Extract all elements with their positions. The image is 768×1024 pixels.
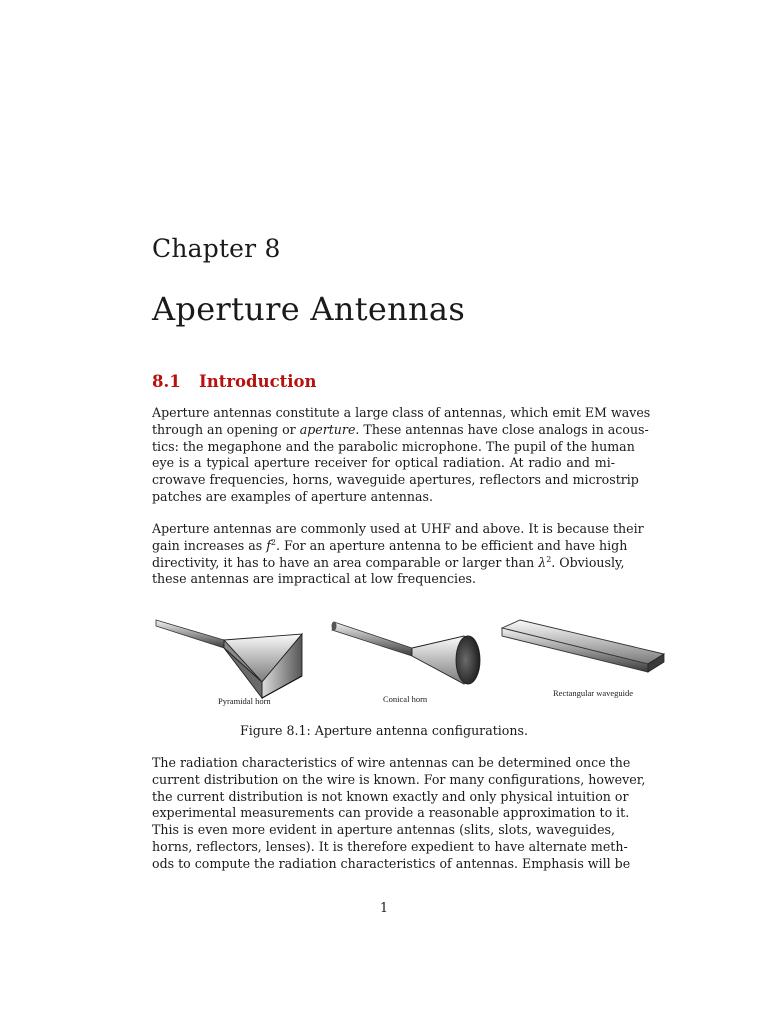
paragraph-line: horns, reflectors, lenses). It is therefore expedient to have alternate meth- xyxy=(152,838,628,854)
paragraph-line xyxy=(152,554,625,572)
paragraph-line: tics: the megaphone and the parabolic microphone. The pupil of the human xyxy=(152,438,635,454)
text-run: gain increases as xyxy=(152,537,267,553)
page-number: 1 xyxy=(379,900,388,915)
pyramidal-horn-illustration xyxy=(156,620,302,698)
paragraph-intro xyxy=(152,405,651,506)
math-f: f xyxy=(266,537,271,553)
paragraph-line: The radiation characteristics of wire antennas can be determined once the xyxy=(152,755,631,770)
text-run: . For an aperture antenna to be efficient and have high xyxy=(276,537,628,553)
chapter-label: Chapter 8 xyxy=(152,234,281,263)
label-pyramidal-horn: Pyramidal horn xyxy=(218,696,271,706)
paragraph-radiation xyxy=(152,755,646,873)
figure-aperture-configurations xyxy=(152,610,672,710)
italic-term-aperture: aperture xyxy=(299,421,356,437)
text-run: directivity, it has to have an area comparable or larger than xyxy=(152,554,539,570)
text-run: . Obviously, xyxy=(551,554,625,570)
paragraph-line: current distribution on the wire is known. For many configurations, however, xyxy=(152,771,646,787)
section-number: 8.1 xyxy=(152,372,181,391)
paragraph-line: the current distribution is not known exactly and only physical intuition or xyxy=(152,788,629,804)
paragraph-line: This is even more evident in aperture antennas (slits, slots, waveguides, xyxy=(152,822,615,838)
math-exponent: 2 xyxy=(546,554,552,564)
label-conical-horn: Conical horn xyxy=(383,694,428,704)
rectangular-waveguide-illustration xyxy=(502,620,664,672)
section-title: Introduction xyxy=(199,372,317,391)
label-rectangular-waveguide: Rectangular waveguide xyxy=(553,688,634,698)
math-exponent: 2 xyxy=(270,537,277,547)
paragraph-line: eye is a typical aperture receiver for optical radiation. At radio and mi- xyxy=(152,455,615,471)
text-run: . These antennas have close analogs in acous- xyxy=(355,421,649,437)
paragraph-line: Aperture antennas constitute a large class of antennas, which emit EM waves xyxy=(152,405,651,420)
paragraph-line xyxy=(152,421,649,439)
figure-caption: Figure 8.1: Aperture antenna configurations. xyxy=(240,723,528,738)
paragraph-line: patches are examples of aperture antennas. xyxy=(152,488,433,504)
paragraph-line: these antennas are impractical at low frequencies. xyxy=(152,571,476,587)
math-lambda: λ xyxy=(538,554,547,570)
text-run: through an opening or xyxy=(152,421,300,437)
paragraph-line: experimental measurements can provide a reasonable approximation to it. xyxy=(152,805,630,821)
paragraph-line xyxy=(152,537,628,555)
chapter-title: Aperture Antennas xyxy=(152,290,466,328)
paragraph-uhf xyxy=(152,521,644,588)
paragraph-line: ods to compute the radiation characteristics of antennas. Emphasis will be xyxy=(152,855,631,871)
paragraph-line: Aperture antennas are commonly used at UHF and above. It is because their xyxy=(152,521,644,536)
section-heading xyxy=(152,371,317,393)
conical-horn-illustration xyxy=(332,622,481,685)
paragraph-line: crowave frequencies, horns, waveguide apertures, reflectors and microstrip xyxy=(152,472,639,488)
